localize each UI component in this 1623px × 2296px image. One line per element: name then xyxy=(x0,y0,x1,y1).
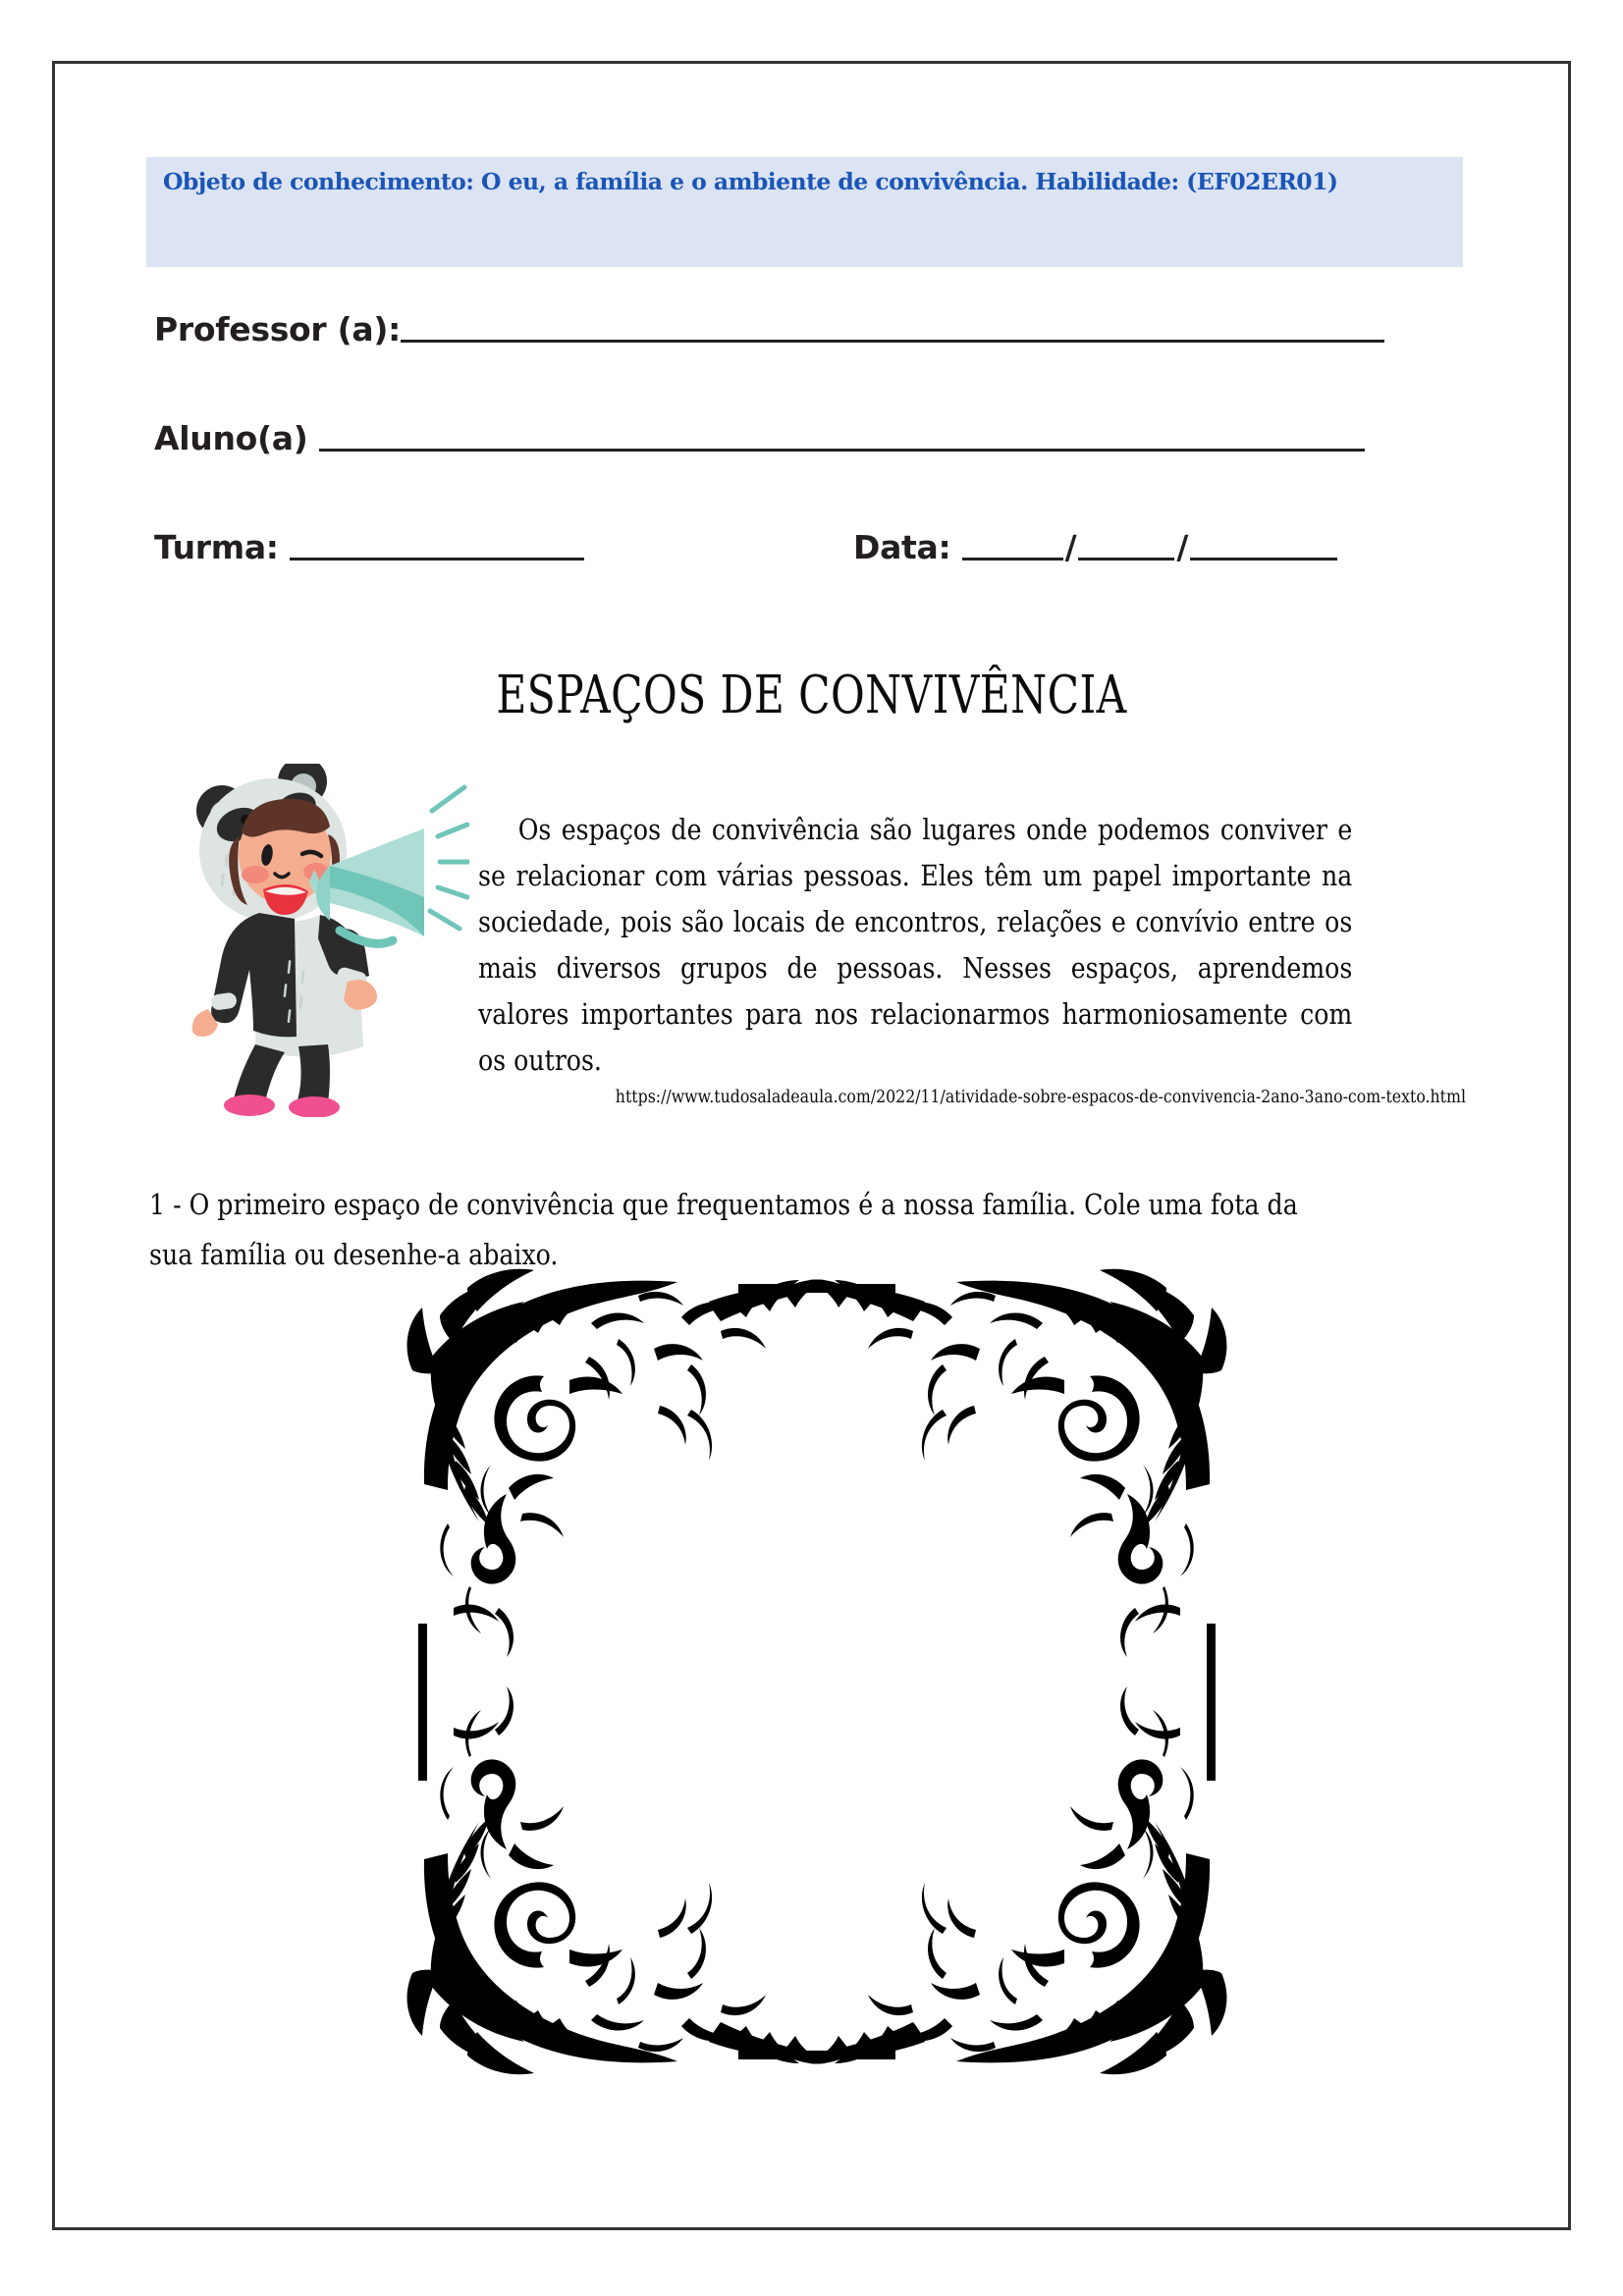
page-title: ESPAÇOS DE CONVIVÊNCIA xyxy=(496,666,1127,725)
source-url: https://www.tudosaladeaula.com/2022/11/atividade-sobre-espacos-de-convivencia-2ano-3ano-com-texto.html xyxy=(615,1088,1466,1107)
ornament-corner-bottom-right xyxy=(809,1686,1226,2074)
field-data-label: Data: xyxy=(853,528,962,566)
ornament-corner-top-left xyxy=(407,1269,825,1657)
ornament-bar-left xyxy=(418,1624,427,1781)
habilidade-banner-text: Objeto de conhecimento: O eu, a família e o ambiente de convivência. Habilidade: (EF02ER01) xyxy=(163,168,1338,195)
ornament-bar-top xyxy=(738,1284,895,1293)
field-professor-input[interactable] xyxy=(401,313,1384,343)
ornate-floral-border-frame xyxy=(397,1262,1237,2081)
field-data-year[interactable] xyxy=(1190,531,1337,561)
field-professor-label: Professor (a): xyxy=(154,310,402,348)
field-turma xyxy=(154,528,584,566)
habilidade-banner xyxy=(146,157,1463,267)
field-aluno-label: Aluno(a) xyxy=(154,419,319,457)
ornament-bar-bottom xyxy=(738,2051,895,2059)
intro-paragraph: Os espaços de convivência são lugares onde podemos conviver e se relacionar com várias pessoas. Eles têm um papel importante na sociedade, pois são locais de encontros, relações e convívio entre os mais diversos grupos de pessoas. Nesses espaços, aprendemos valores importantes para nos relacionarmos harmoniosamente com os outros. xyxy=(478,814,1353,1077)
date-separator-2: / xyxy=(1176,528,1189,566)
ornament-corner-bottom-left xyxy=(407,1686,825,2074)
field-aluno xyxy=(154,419,1365,457)
field-turma-input[interactable] xyxy=(290,531,584,561)
ornament-corner-top-right xyxy=(809,1269,1226,1657)
date-separator-1: / xyxy=(1064,528,1077,566)
field-data xyxy=(853,528,1337,566)
field-professor xyxy=(154,310,1384,348)
child-in-panda-costume-with-megaphone-icon xyxy=(165,764,469,1117)
field-data-month[interactable] xyxy=(1078,531,1174,561)
question-1-text: 1 - O primeiro espaço de convivência que frequentamos é a nossa família. Cole uma fota da sua família ou desenhe-a abaixo. xyxy=(149,1189,1298,1271)
field-turma-label: Turma: xyxy=(154,528,290,566)
field-data-day[interactable] xyxy=(962,531,1063,561)
ornament-bar-right xyxy=(1207,1624,1216,1781)
field-aluno-input[interactable] xyxy=(319,422,1365,452)
